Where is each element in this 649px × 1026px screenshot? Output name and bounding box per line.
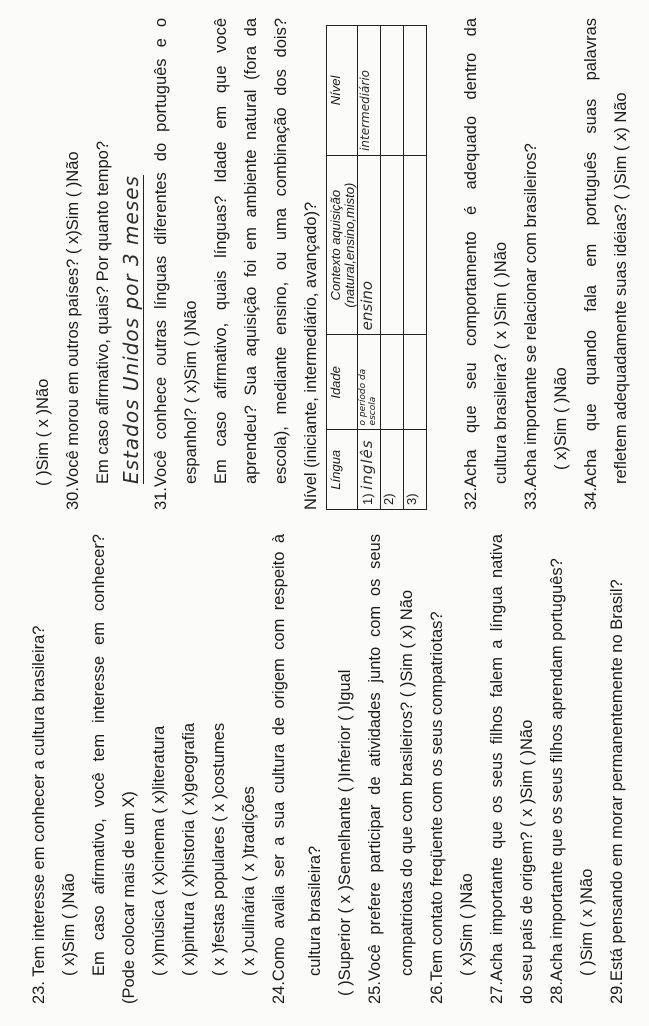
q24-question: 24.Como avalia ser a sua cultura de origem com respeito à (270, 534, 288, 1004)
header-contexto: Contexto aquisição (natural,ensino,misto) (327, 155, 358, 334)
row-2-idade (381, 335, 404, 430)
q31-question: 31.Você conhece outras línguas diferentes do português e o (152, 18, 170, 510)
q31-level-prompt: Nível (iniciante, intermediário, avançado)? (302, 201, 320, 510)
q23-followup: Em caso afirmativo, você tem interesse em conhecer? (90, 534, 108, 976)
header-lingua: Língua (327, 430, 358, 510)
row-2-number: 2) (381, 493, 396, 505)
q26-options: ( x)Sim ( )Não (458, 873, 476, 976)
header-nivel: Nível (327, 26, 358, 156)
table-row (381, 26, 404, 510)
q32-options: cultura brasileira? ( x )Sim ( )Não (492, 241, 510, 484)
q30-handwritten-answer: Estados Unidos por 3 meses (119, 175, 143, 484)
row-1-contexto: ensino (358, 155, 381, 334)
right-column (0, 18, 649, 510)
q25-question: 25.Você prefere participar de atividades junto com os seus (366, 534, 384, 1004)
q24-question-cont: cultura brasileira? (306, 845, 324, 976)
q31-followup-2: aprendeu? Sua aquisição foi em ambiente natural (fora da (242, 18, 260, 484)
q30-followup: Em caso afirmativo, quais? Por quanto tempo? (94, 140, 112, 484)
q27-question: 27.Acha importante que os seus filhos falem a língua nativa (488, 534, 506, 1004)
q34-question: 34.Acha que quando fala em português suas palavras (582, 18, 600, 510)
row-3-nivel (404, 26, 427, 156)
q34-options: refletem adequadamente suas idéias? ( )Sim ( x) Não (612, 92, 630, 484)
q33-options: ( x)Sim ( )Não (552, 367, 570, 470)
q30-question: 30.Você morou em outros países? ( x)Sim ( )Não (64, 151, 82, 510)
q30-handwritten-answer-line (114, 18, 148, 484)
row-3-lingua (404, 430, 427, 510)
row-2-contexto (381, 155, 404, 334)
row-1-nivel: intermediário (358, 26, 381, 156)
table-row (358, 26, 381, 510)
languages-table (326, 25, 427, 510)
row-2-lingua (381, 430, 404, 510)
row-2-nivel (381, 26, 404, 156)
row-3-number: 3) (404, 493, 419, 505)
q32-question: 32.Acha que seu comportamento é adequado dentro da (462, 18, 480, 510)
row-1-number: 1) (360, 493, 375, 505)
table-row (404, 26, 427, 510)
q23-options-row-3: ( x )festas populares ( x )costumes (210, 722, 228, 976)
q28-options: ( )Sim ( x )Não (578, 868, 596, 976)
q23-options-row-2: ( x)pintura ( x)historia ( x)geografia (180, 722, 198, 976)
table-header-row (327, 26, 358, 510)
row-1-lingua-value: inglês (358, 439, 376, 490)
row-1-lingua (358, 430, 381, 510)
q24-options: ( )Superior ( x )Semelhante ( )Inferior ( )Igual (336, 669, 354, 996)
row-1-idade: o período da escola (358, 335, 381, 430)
header-idade: Idade (327, 335, 358, 430)
q23-question: 23. Tem interesse em conhecer a cultura brasileira? (30, 625, 48, 1004)
q26-question: 26.Tem contato freqüente com os seus compatriotas? (428, 611, 446, 1004)
q33-question: 33.Acha importante se relacionar com brasileiros? (522, 143, 540, 510)
q29-question: 29.Está pensando em morar permanentemente no Brasil? (608, 579, 626, 1004)
q31-followup-1: Em caso afirmativo, quais línguas? Idade em que você (212, 18, 230, 484)
q23-instruction: (Pode colocar mais de um X) (120, 791, 138, 1004)
q23-answer: ( x)Sim ( )Não (60, 873, 78, 976)
q25-options: compatriotas do que com brasileiros? ( )Sim ( x) Não (398, 589, 416, 976)
q28-question: 28.Acha importante que os seus filhos aprendam português? (548, 558, 566, 1004)
q23-options-row-1: ( x)música ( x)cinema ( x)literatura (150, 725, 168, 976)
q27-options: do seu país de origem? ( x )Sim ( )Não (518, 719, 536, 1004)
row-3-contexto (404, 155, 427, 334)
left-column (0, 534, 649, 1004)
row-3-idade (404, 335, 427, 430)
q31-followup-3: escola), mediante ensino, ou uma combinação dos dois? (272, 18, 290, 484)
q31-options: espanhol? ( x)Sim ( )Não (182, 300, 200, 484)
q29-options: ( )Sim ( x )Não (34, 378, 52, 486)
q23-options-row-4: ( x )culinária ( x )tradições (240, 786, 258, 976)
